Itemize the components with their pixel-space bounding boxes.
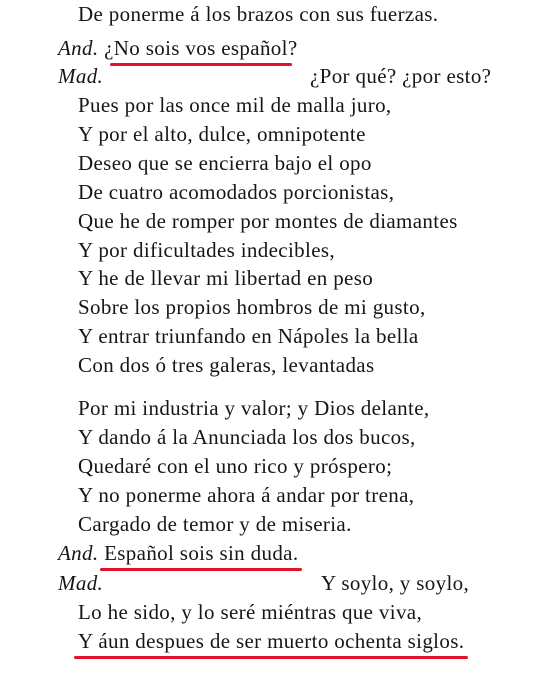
verse-text: Y entrar triunfando en Nápoles la bella: [78, 324, 419, 348]
verse-line: [58, 541, 298, 565]
highlighted-phrase: No sois vos español: [113, 36, 288, 60]
verse-text: Sobre los propios hombros de mi gusto,: [78, 295, 426, 319]
verse-text: ¿: [104, 36, 114, 60]
verse-text: Quedaré con el uno rico y próspero;: [78, 454, 393, 478]
verse-line: [78, 512, 352, 536]
verse-line: [78, 122, 366, 146]
verse-text: Y por dificultades indecibles,: [78, 238, 335, 262]
verse-text: Lo he sido, y lo seré miéntras que viva,: [78, 600, 423, 624]
verse-line: [321, 571, 469, 595]
speaker-label: And.: [58, 541, 99, 565]
verse-line: [78, 324, 419, 348]
verse-line: [78, 266, 373, 290]
verse-line: [78, 2, 438, 26]
verse-text: Que he de romper por montes de diamantes: [78, 209, 458, 233]
verse-text: Y dando á la Anunciada los dos bucos,: [78, 425, 416, 449]
verse-line: [58, 36, 298, 60]
verse-text: Y he de llevar mi libertad en peso: [78, 266, 374, 290]
speaker-label: And.: [58, 36, 99, 60]
highlighted-phrase: Y áun despues de ser muerto ochenta siglos.: [78, 629, 465, 653]
verse-line: [78, 425, 416, 449]
verse-line: [310, 64, 491, 88]
speaker-label: Mad.: [58, 571, 104, 595]
verse-text: Deseo que se encierra bajo el opo: [78, 151, 372, 175]
verse-text: ¿Por qué? ¿por esto?: [310, 64, 492, 88]
verse-text: Y soylo, y soylo,: [321, 571, 470, 595]
verse-line: [78, 93, 392, 117]
verse-text: De ponerme á los brazos con sus fuerzas.: [78, 2, 439, 26]
verse-text: Cargado de temor y de miseria.: [78, 512, 352, 536]
verse-line: [78, 295, 426, 319]
verse-line: [78, 396, 429, 420]
verse-line: [58, 571, 103, 595]
speaker-label: Mad.: [58, 64, 104, 88]
verse-line: [78, 454, 392, 478]
verse-line: [78, 180, 394, 204]
verse-line: [78, 483, 414, 507]
verse-text: Por mi industria y valor; y Dios delante,: [78, 396, 430, 420]
verse-text: Con dos ó tres galeras, levantadas: [78, 353, 375, 377]
verse-text: De cuatro acomodados porcionistas,: [78, 180, 395, 204]
verse-text: Pues por las once mil de malla juro,: [78, 93, 392, 117]
verse-line: [78, 238, 335, 262]
verse-line: [78, 629, 464, 653]
verse-line: [78, 151, 372, 175]
verse-line: [78, 353, 375, 377]
verse-line: [78, 209, 458, 233]
verse-text: Y no ponerme ahora á andar por trena,: [78, 483, 415, 507]
verse-text: ?: [287, 36, 298, 60]
verse-line: [58, 64, 103, 88]
verse-line: [78, 600, 422, 624]
highlighted-phrase: Español sois sin duda.: [104, 541, 299, 565]
verse-text: Y por el alto, dulce, omnipotente: [78, 122, 366, 146]
